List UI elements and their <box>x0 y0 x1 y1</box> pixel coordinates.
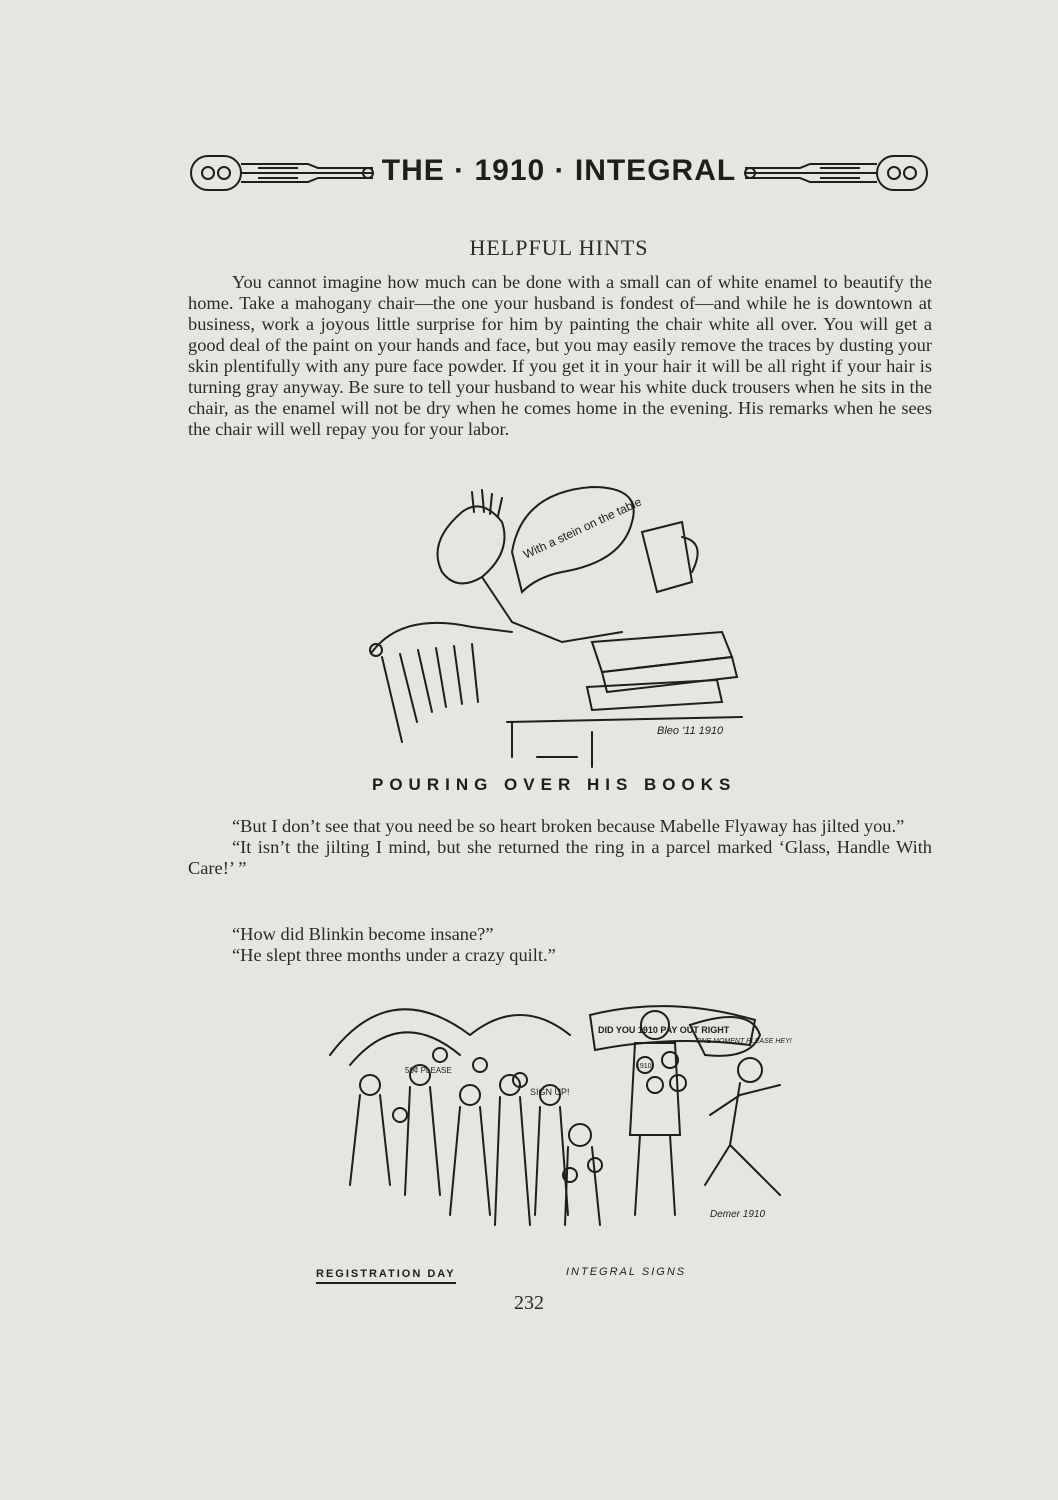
cartoon2-signature: Demer 1910 <box>710 1209 766 1220</box>
section-title: HELPFUL HINTS <box>469 235 649 260</box>
header-title: THE · 1910 · INTEGRAL <box>381 154 737 187</box>
running-header <box>188 150 930 196</box>
joke-line: “But I don’t see that you need be so heart broken because Mabelle Flyaway has jilted you.” <box>232 816 905 836</box>
joke-line: “How did Blinkin become insane?” <box>232 924 494 944</box>
cartoon-pouring-over-books <box>362 482 762 772</box>
joke-line: “It isn’t the jilting I mind, but she returned the ring in a parcel marked ‘Glass, Handle With Care!’ ” <box>188 837 932 878</box>
cartoon1-caption: POURING OVER HIS BOOKS <box>372 775 737 794</box>
helpful-hints-paragraph: You cannot imagine how much can be done with a small can of white enamel to beautify the home. Take a mahogany chair—the one your husband is fondest of—and while he is downtown at business, work a joyous little surprise for him by painting the chair white all over. You will get a good deal of the paint on your hands and face, but you may easily remove the traces by dusting your skin plentifully with any pure face powder. If you get it in your hair it will be all right if your hair is turning gray anyway. Be sure to tell your husband to wear his white duck trousers when he sits in the chair, as the enamel will not be dry when he comes home in the evening. His remarks when he sees the chair will well repay you for your labor. <box>188 272 932 439</box>
cartoon1-signature: Bleo '11 1910 <box>657 725 724 737</box>
cartoon2-speech-one-moment: ONE MOMENT PLEASE HEY! <box>696 1038 792 1045</box>
page-number: 232 <box>514 1292 544 1314</box>
joke-two <box>188 924 932 966</box>
cartoon2-caption-left: REGISTRATION DAY <box>316 1268 456 1284</box>
cartoon-registration-day <box>310 995 800 1255</box>
joke-one <box>188 816 932 879</box>
cartoon2-banner-text: DID YOU 1910 PAY OUT RIGHT <box>598 1025 730 1035</box>
cartoon2-caption-right: INTEGRAL SIGNS <box>566 1266 687 1278</box>
cartoon2-speech-please: 50¢ PLEASE <box>405 1066 452 1075</box>
cartoon2-speech-sign-up: SIGN UP! <box>530 1087 570 1097</box>
joke-line: “He slept three months under a crazy quilt.” <box>232 945 556 965</box>
cartoon1-song-text: With a stein on the table <box>521 494 644 562</box>
right-ornament-icon <box>740 150 930 196</box>
cartoon2-badge-text: 1910 <box>636 1063 652 1070</box>
